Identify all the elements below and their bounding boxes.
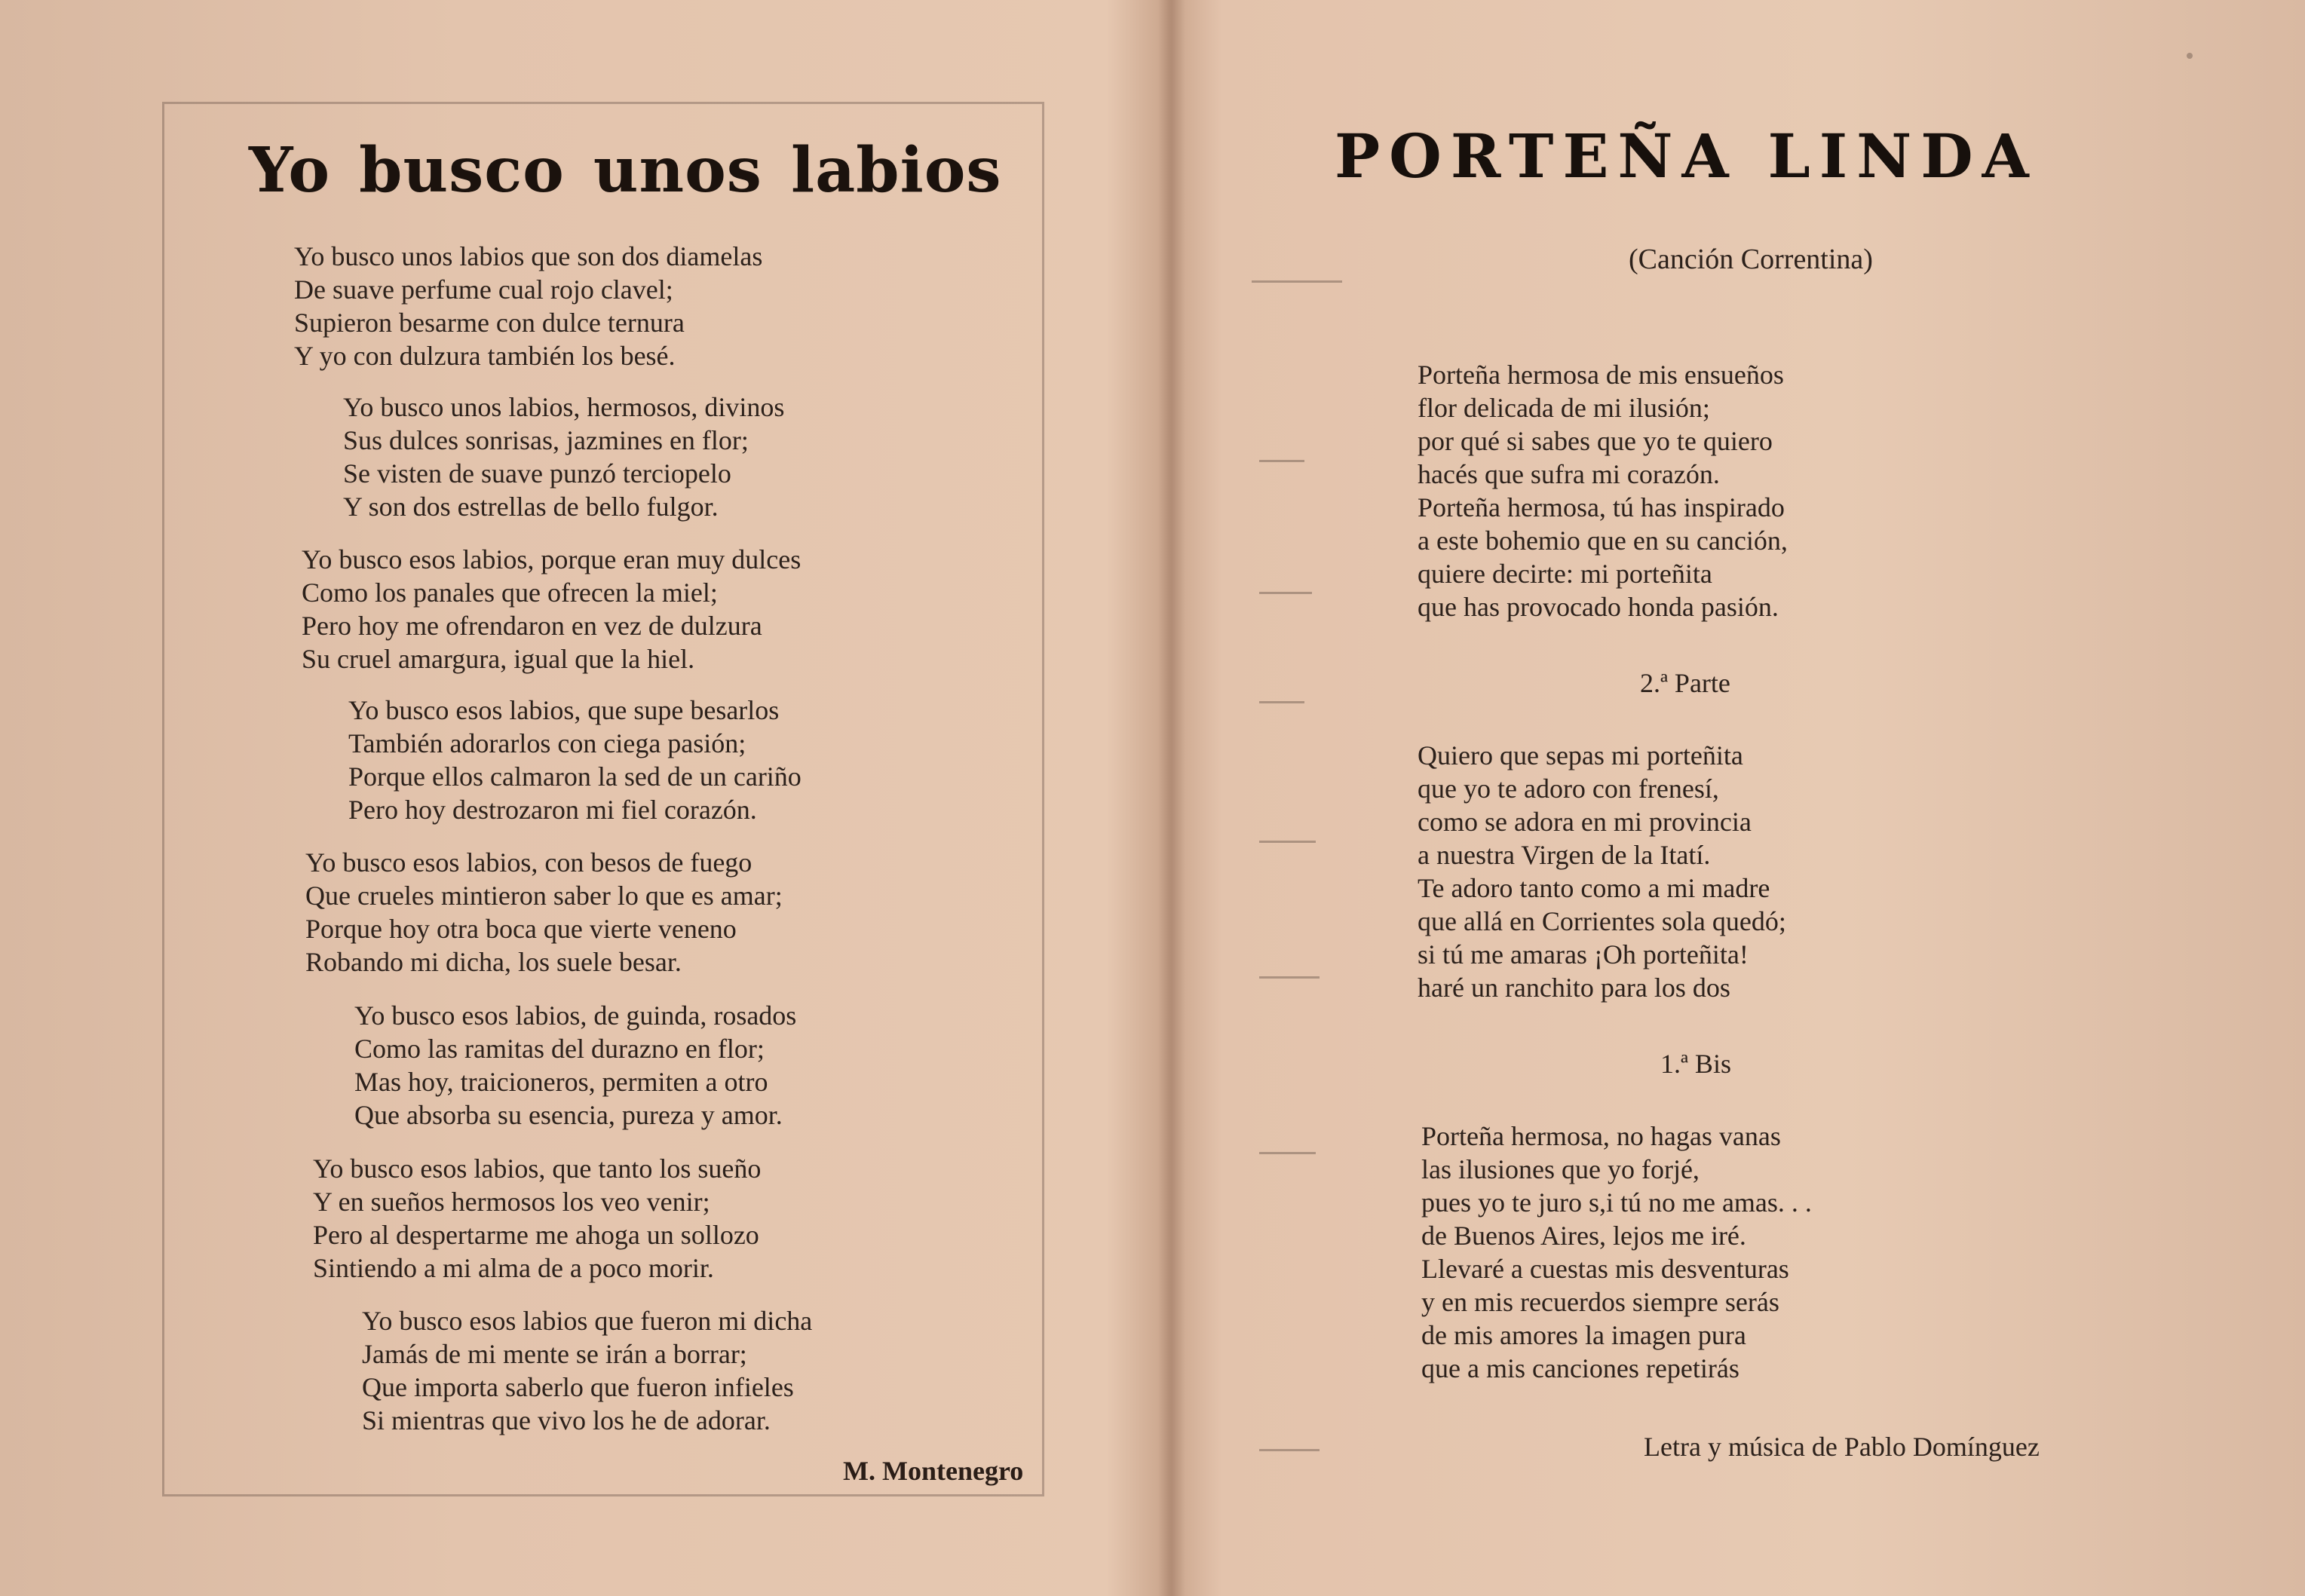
book-spine [1158,0,1185,1596]
verse-line: Porteña hermosa de mis ensueños [1418,360,1784,390]
verse-line: hacés que sufra mi corazón. [1418,459,1720,489]
right-stanza-2 [1418,739,1786,1004]
left-stanza-1 [294,240,762,372]
verse-line: Robando mi dicha, los suele besar. [305,947,682,977]
verse-line: Que crueles mintieron saber lo que es amar; [305,881,783,911]
verse-line: Supieron besarme con dulce ternura [294,308,685,338]
verse-line: Te adoro tanto como a mi madre [1418,873,1770,903]
verse-line: flor delicada de mi ilusión; [1418,393,1710,423]
verse-line: quiere decirte: mi porteñita [1418,559,1712,589]
verse-line: Como los panales que ofrecen la miel; [302,577,718,608]
verse-line: que yo te adoro con frenesí, [1418,773,1719,804]
left-stanza-6 [354,999,796,1132]
verse-line: Pero al despertarme me ahoga un sollozo [313,1220,759,1250]
verse-line: Sintiendo a mi alma de a poco morir. [313,1253,714,1283]
verse-line: Se visten de suave punzó terciopelo [343,458,731,489]
verse-line: pues yo te juro s,i tú no me amas. . . [1421,1187,1812,1218]
paper-speck [2187,53,2193,59]
verse-line: Llevaré a cuestas mis desventuras [1421,1254,1789,1284]
verse-line: si tú me amaras ¡Oh porteñita! [1418,939,1749,970]
verse-line: Y yo con dulzura también los besé. [294,341,676,371]
verse-line: Quiero que sepas mi porteñita [1418,740,1743,770]
verse-line: que a mis canciones repetirás [1421,1353,1739,1383]
title-word: busco [359,134,565,207]
verse-line: Y en sueños hermosos los veo venir; [313,1187,710,1217]
verse-line: y en mis recuerdos siempre serás [1421,1287,1779,1317]
section-label-2-parte: 2.ª Parte [1640,668,1730,698]
verse-line: Pero hoy destrozaron mi fiel corazón. [348,795,757,825]
verse-line: Mas hoy, traicioneros, permiten a otro [354,1067,768,1097]
verse-line: Porque ellos calmaron la sed de un cariño [348,761,802,792]
right-song-author: Letra y música de Pablo Domínguez [1644,1432,2040,1462]
verse-line: También adorarlos con ciega pasión; [348,728,746,758]
right-song-title: PORTEÑA LINDA [1335,121,2038,191]
verse-line: Yo busco esos labios que fueron mi dicha [362,1306,813,1336]
verse-line: Sus dulces sonrisas, jazmines en flor; [343,425,749,455]
verse-line: de mis amores la imagen pura [1421,1320,1746,1350]
verse-line: Como las ramitas del durazno en flor; [354,1034,765,1064]
verse-line: haré un ranchito para los dos [1418,973,1730,1003]
left-stanza-8 [362,1304,812,1437]
verse-line: Que importa saberlo que fueron infieles [362,1372,794,1402]
verse-line: Yo busco esos labios, que tanto los sueño [313,1153,762,1184]
left-poem-author: M. Montenegro [843,1456,1024,1486]
left-stanza-7 [313,1152,761,1285]
margin-mark [1259,701,1304,703]
verse-line: que has provocado honda pasión. [1418,592,1779,622]
margin-mark [1252,280,1342,283]
verse-line: Pero hoy me ofrendaron en vez de dulzura [302,611,762,641]
title-word: Yo [249,134,331,207]
verse-line: que allá en Corrientes sola quedó; [1418,906,1786,936]
verse-line: a este bohemio que en su canción, [1418,525,1788,556]
title-word: unos [593,134,762,207]
verse-line: como se adora en mi provincia [1418,807,1752,837]
verse-line: Yo busco unos labios, hermosos, divinos [343,392,785,422]
margin-mark [1259,1449,1320,1451]
verse-line: Yo busco unos labios que son dos diamelas [294,241,763,271]
right-stanza-1 [1418,358,1788,623]
margin-mark [1259,1152,1316,1154]
right-page [1184,0,2305,1596]
left-stanza-2 [343,391,784,523]
left-stanza-5 [305,846,783,979]
verse-line: las ilusiones que yo forjé, [1421,1154,1700,1184]
verse-line: Yo busco esos labios, de guinda, rosados [354,1000,797,1031]
left-stanza-4 [348,694,802,826]
verse-line: Si mientras que vivo los he de adorar. [362,1405,771,1435]
verse-line: Y son dos estrellas de bello fulgor. [343,492,719,522]
verse-line: Jamás de mi mente se irán a borrar; [362,1339,747,1369]
margin-mark [1259,841,1316,843]
verse-line: por qué si sabes que yo te quiero [1418,426,1773,456]
verse-line: de Buenos Aires, lejos me iré. [1421,1221,1746,1251]
verse-line: Porteña hermosa, no hagas vanas [1421,1121,1781,1151]
verse-line: Porque hoy otra boca que vierte veneno [305,914,737,944]
right-song-subtitle: (Canción Correntina) [1629,244,1873,275]
left-stanza-3 [302,543,801,675]
verse-line: Su cruel amargura, igual que la hiel. [302,644,695,674]
verse-line: De suave perfume cual rojo clavel; [294,274,673,305]
verse-line: Porteña hermosa, tú has inspirado [1418,492,1785,522]
verse-line: Que absorba su esencia, pureza y amor. [354,1100,783,1130]
verse-line: Yo busco esos labios, que supe besarlos [348,695,780,725]
verse-line: Yo busco esos labios, porque eran muy dulces [302,544,802,574]
verse-line: Yo busco esos labios, con besos de fuego [305,847,752,878]
margin-mark [1259,976,1320,979]
section-label-1-bis: 1.ª Bis [1660,1049,1731,1079]
margin-mark [1259,592,1312,594]
margin-mark [1259,460,1304,462]
right-stanza-3 [1421,1120,1812,1385]
left-poem-title [249,134,1003,207]
verse-line: a nuestra Virgen de la Itatí. [1418,840,1711,870]
title-word: labios [790,134,1002,207]
